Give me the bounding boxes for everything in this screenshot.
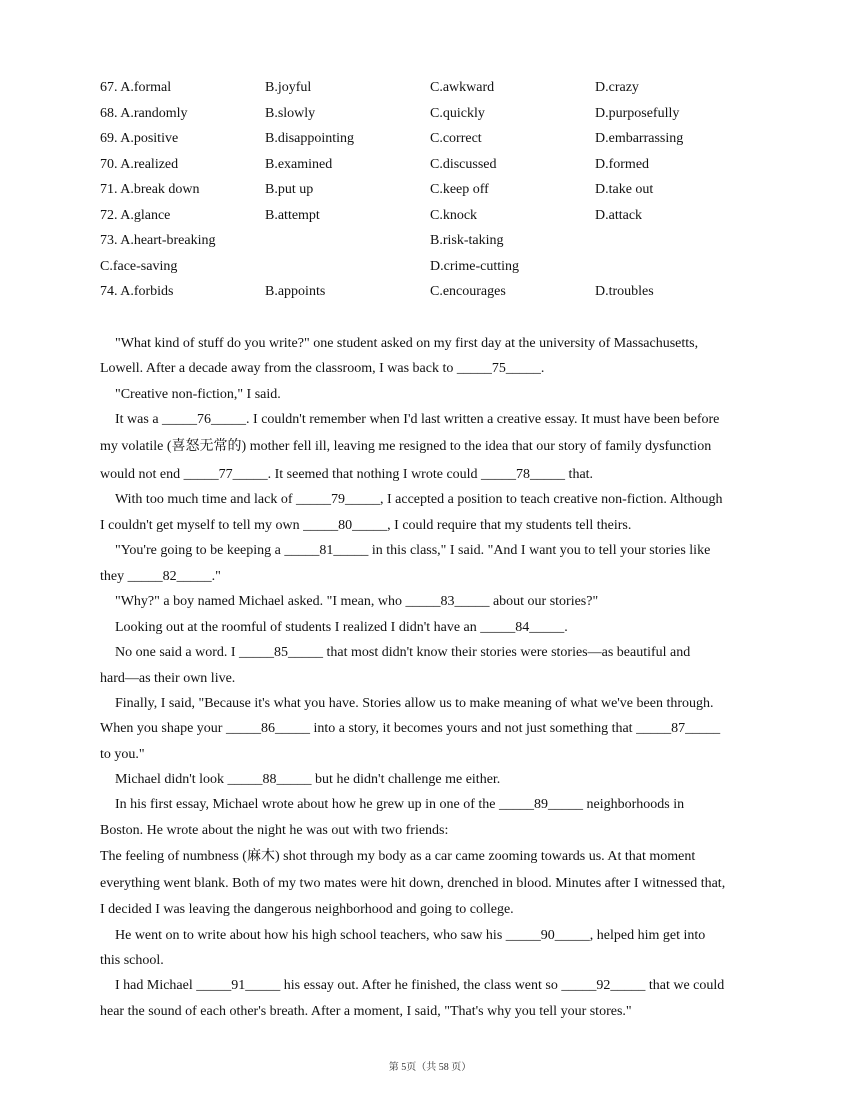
option-b: B.appoints	[265, 284, 326, 299]
option-b: B.joyful	[265, 80, 312, 95]
passage-line: When you shape your _____86_____ into a story, it becomes yours and not just something that _____87_____	[100, 721, 721, 736]
passage-line: everything went blank. Both of my two mates were hit down, drenched in blood. Minutes after I witnessed that,	[100, 876, 726, 891]
passage-line: Finally, I said, "Because it's what you have. Stories allow us to make meaning of what we've been through.	[115, 696, 714, 711]
passage-line: I decided I was leaving the dangerous neighborhood and going to college.	[100, 902, 514, 917]
option-a: 73. A.heart-breaking	[100, 233, 216, 248]
option-d: D.troubles	[595, 284, 654, 299]
passage-line: It was a _____76_____. I couldn't remember when I'd last written a creative essay. It must have been before	[115, 412, 720, 427]
passage-line: my volatile (喜怒无常的) mother fell ill, leaving me resigned to the idea that our story of family dysfunction	[100, 439, 712, 454]
option-a: 70. A.realized	[100, 157, 179, 172]
passage-line: No one said a word. I _____85_____ that most didn't know their stories were stories—as beautiful and	[115, 645, 691, 660]
option-c: C.keep off	[430, 182, 489, 197]
option-a: 71. A.break down	[100, 182, 200, 197]
option-d: D.take out	[595, 182, 654, 197]
passage-line: "Why?" a boy named Michael asked. "I mean, who _____83_____ about our stories?"	[115, 594, 599, 609]
option-a: 72. A.glance	[100, 208, 171, 223]
option-b: B.disappointing	[265, 131, 355, 146]
passage-line: "You're going to be keeping a _____81_____ in this class," I said. "And I want you to tell your stories like	[115, 543, 711, 558]
passage-line: hard—as their own live.	[100, 671, 236, 686]
passage-line: He went on to write about how his high school teachers, who saw his _____90_____, helped him get into	[115, 928, 706, 943]
passage-line: to you."	[100, 747, 145, 762]
option-c: C.correct	[430, 131, 482, 146]
passage-line: Lowell. After a decade away from the classroom, I was back to _____75_____.	[100, 361, 545, 376]
passage-line: Looking out at the roomful of students I realized I didn't have an _____84_____.	[115, 620, 568, 635]
option-c: C.knock	[430, 208, 478, 223]
option-b: B.slowly	[265, 106, 316, 121]
passage-line: Boston. He wrote about the night he was out with two friends:	[100, 823, 449, 838]
option-d: D.crime-cutting	[430, 259, 520, 274]
option-a: 68. A.randomly	[100, 106, 188, 121]
option-d: D.embarrassing	[595, 131, 684, 146]
option-c: C.encourages	[430, 284, 506, 299]
option-c: C.discussed	[430, 157, 497, 172]
option-a: 67. A.formal	[100, 80, 172, 95]
option-b: B.risk-taking	[430, 233, 504, 248]
passage-line: With too much time and lack of _____79_____, I accepted a position to teach creative non-fiction. Although	[115, 492, 723, 507]
option-d: D.formed	[595, 157, 650, 172]
passage-line: hear the sound of each other's breath. After a moment, I said, "That's why you tell your stores."	[100, 1004, 632, 1019]
passage-line: Michael didn't look _____88_____ but he didn't challenge me either.	[115, 772, 501, 787]
option-a: 69. A.positive	[100, 131, 179, 146]
option-d: D.purposefully	[595, 106, 680, 121]
passage-line: this school.	[100, 953, 164, 968]
passage-line: In his first essay, Michael wrote about how he grew up in one of the _____89_____ neighborhoods in	[115, 797, 685, 812]
option-b: B.examined	[265, 157, 333, 172]
passage-line: "Creative non-fiction," I said.	[115, 387, 281, 402]
passage-line: I couldn't get myself to tell my own _____80_____, I could require that my students tell theirs.	[100, 518, 632, 533]
option-d: D.crazy	[595, 80, 639, 95]
passage-line: The feeling of numbness (麻木) shot through my body as a car came zooming towards us. At that moment	[100, 849, 696, 864]
passage-line: they _____82_____."	[100, 569, 221, 584]
option-d: D.attack	[595, 208, 643, 223]
passage-line: would not end _____77_____. It seemed that nothing I wrote could _____78_____ that.	[100, 467, 594, 482]
passage-line: I had Michael _____91_____ his essay out. After he finished, the class went so _____92_____ that we could	[115, 978, 725, 993]
option-b: B.attempt	[265, 208, 320, 223]
page-footer: 第 5页（共 58 页）	[388, 1062, 472, 1073]
passage-line: "What kind of stuff do you write?" one student asked on my first day at the university of Massachusetts,	[115, 336, 699, 351]
option-c: C.quickly	[430, 106, 485, 121]
option-c: C.face-saving	[100, 259, 178, 274]
option-c: C.awkward	[430, 80, 495, 95]
option-a: 74. A.forbids	[100, 284, 174, 299]
option-b: B.put up	[265, 182, 314, 197]
